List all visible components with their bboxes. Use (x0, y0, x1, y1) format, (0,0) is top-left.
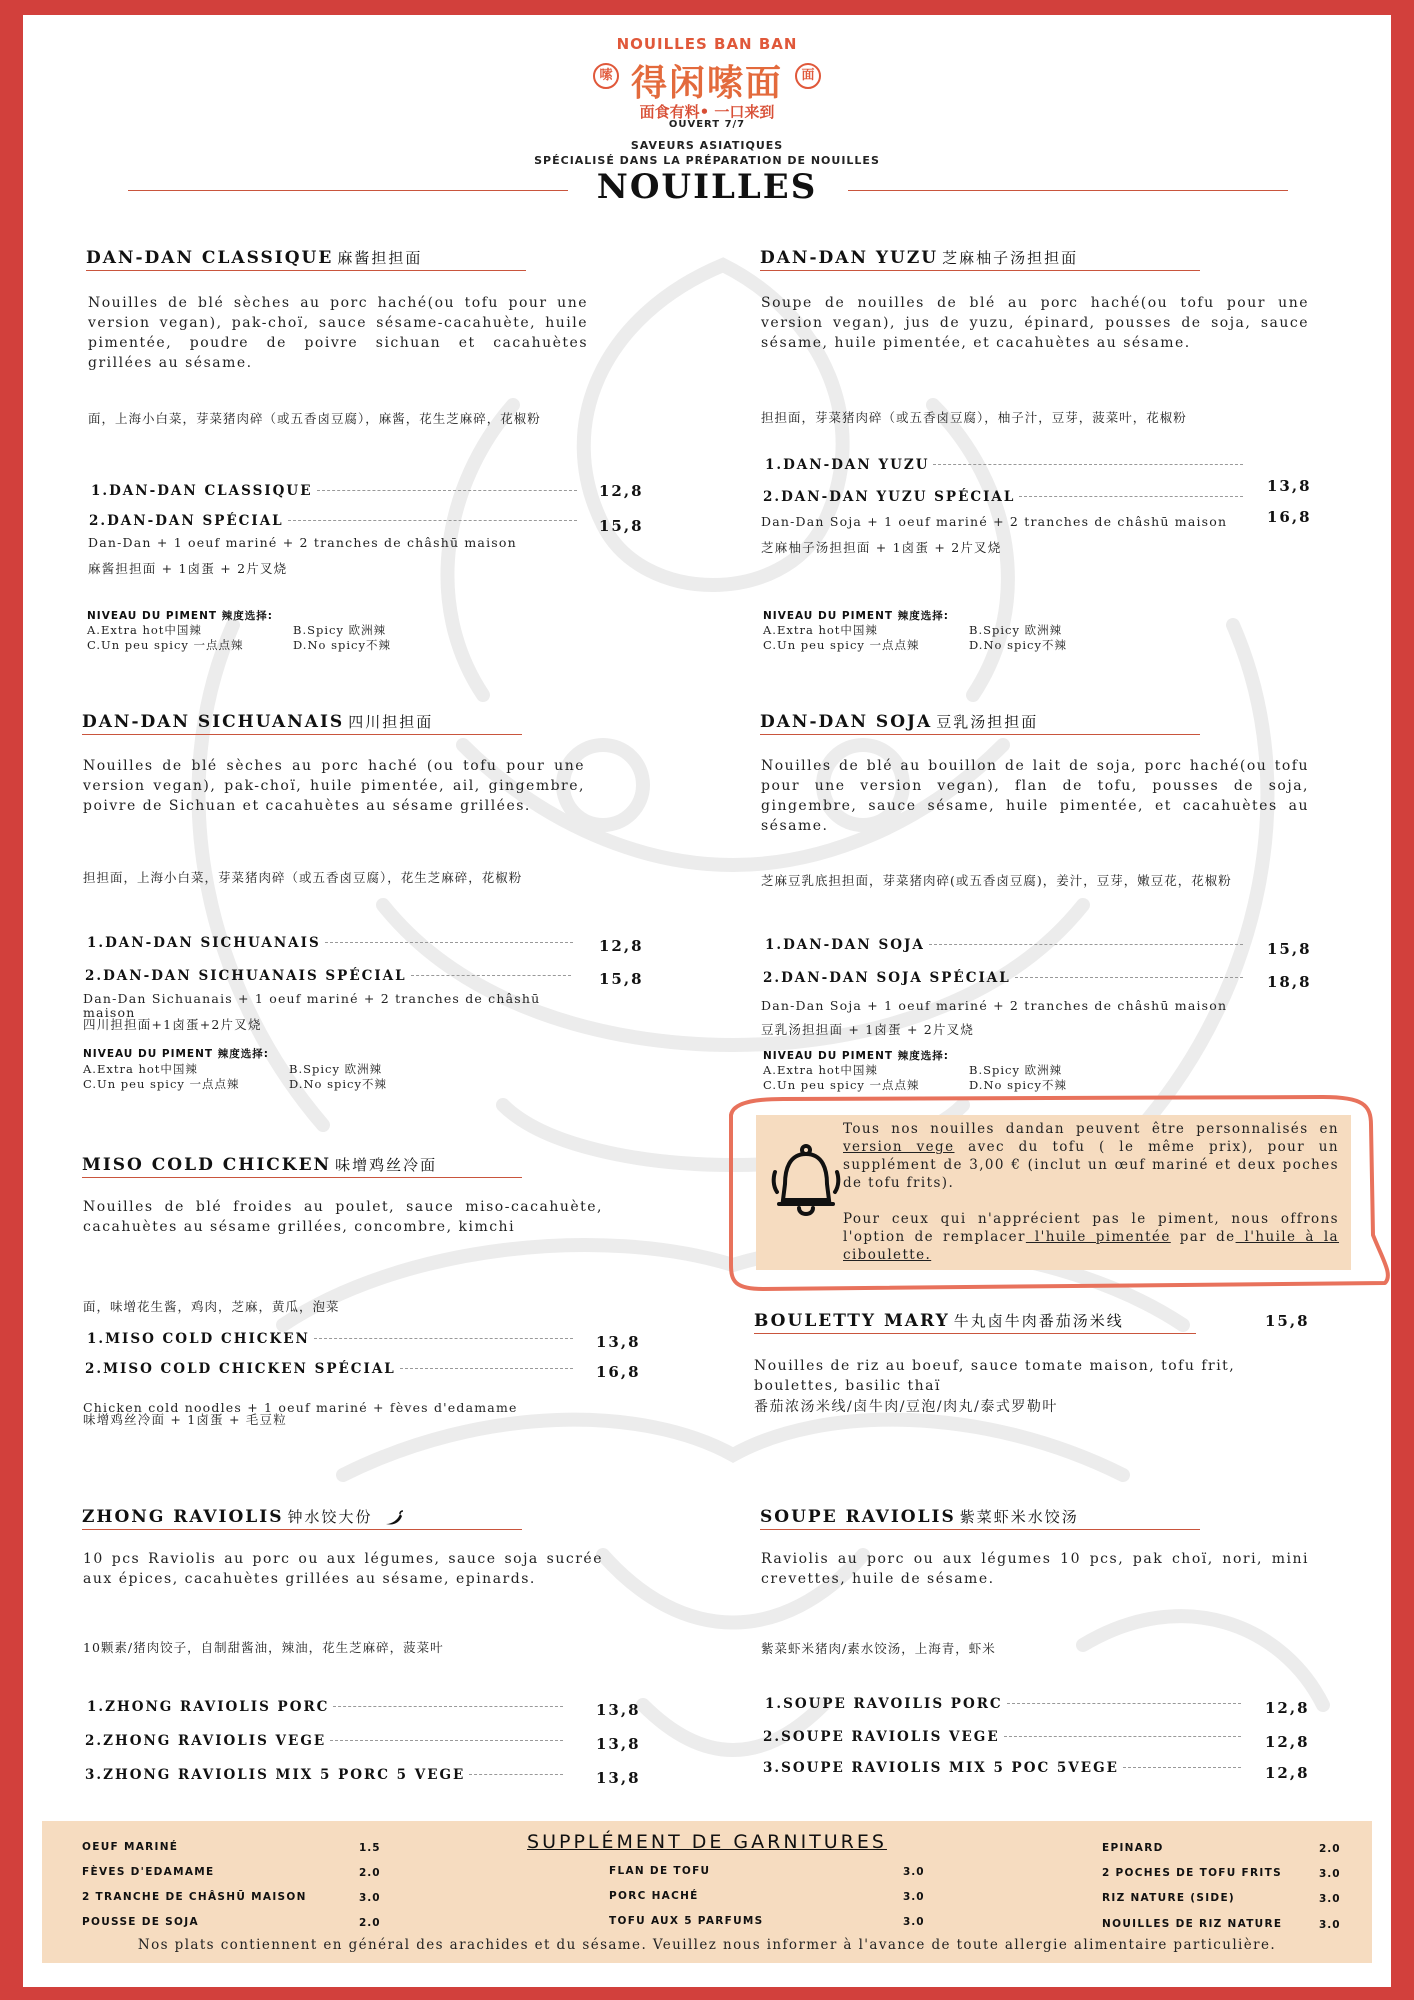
subtitle-speciality: SPÉCIALISÉ DANS LA PRÉPARATION DE NOUILLES (534, 154, 880, 167)
section-rule (82, 734, 522, 735)
menu-item-dandan-yuzu-special: 2.DAN-DAN YUZU SPÉCIAL (763, 489, 1247, 505)
item-note-cn: 麻酱担担面 + 1卤蛋 + 2片叉烧 (88, 561, 288, 576)
item-note-cn: 芝麻柚子汤担担面 + 1卤蛋 + 2片叉烧 (761, 540, 1002, 555)
supplement-price: 3.0 (903, 1866, 925, 1878)
section-rule (760, 734, 1200, 735)
spice-option-d: D.No spicy不辣 (293, 638, 391, 652)
item-note: Dan-Dan + 1 oeuf mariné + 2 tranches de châshū maison (88, 535, 517, 550)
menu-item-dandan-yuzu: 1.DAN-DAN YUZU (765, 457, 1247, 473)
dish-description: Nouilles de blé sèches au porc haché (ou tofu pour une version vegan), pak-choï, huile pimentée, ail, gingembre, poivre de Sichuan et cacahuètes au sésame grillées. (83, 758, 585, 814)
item-note-cn: 味增鸡丝冷面 + 1卤蛋 + 毛豆粒 (83, 1412, 287, 1427)
menu-item-dandan-special: 2.DAN-DAN SPÉCIAL (89, 513, 581, 529)
spice-option-c: C.Un peu spicy 一点点辣 (763, 638, 920, 652)
supplement-price: 3.0 (903, 1916, 925, 1928)
dish-description-cn: 面，上海小白菜，芽菜猪肉碎（或五香卤豆腐），麻酱，花生芝麻碎，花椒粉 (88, 411, 541, 426)
price: 13,8 (596, 1735, 641, 1753)
spice-option-d: D.No spicy不辣 (969, 1078, 1067, 1092)
supplement-name: FÈVES D'EDAMAME (82, 1866, 215, 1878)
section-title-dandan-classique: DAN-DAN CLASSIQUE 麻酱担担面 (86, 248, 423, 268)
spice-level-title: NIVEAU DU PIMENT 辣度选择: (83, 1048, 269, 1060)
spice-option-b: B.Spicy 欧洲辣 (969, 1063, 1063, 1077)
price: 12,8 (1265, 1699, 1310, 1717)
menu-item-miso-cold-chicken: 1.MISO COLD CHICKEN (87, 1331, 577, 1347)
price: 13,8 (596, 1769, 641, 1787)
supplement-price: 3.0 (359, 1892, 381, 1904)
price: 15,8 (599, 970, 644, 988)
spice-option-b: B.Spicy 欧洲辣 (293, 623, 387, 637)
spice-option-a: A.Extra hot中国辣 (83, 1062, 198, 1076)
supplement-name: POUSSE DE SOJA (82, 1916, 199, 1928)
section-title-soupe-raviolis: SOUPE RAVIOLIS 紫菜虾米水饺汤 (760, 1507, 1079, 1527)
menu-page (23, 15, 1391, 1987)
menu-item-dandan-classique: 1.DAN-DAN CLASSIQUE (91, 483, 581, 499)
dish-description-cn: 紫菜虾米猪肉/素水饺汤，上海青，虾米 (761, 1641, 996, 1656)
section-rule (82, 1177, 522, 1178)
dish-description: Nouilles de blé au bouillon de lait de soja, porc haché(ou tofu pour une version vegan), flan de tofu, pousses de soja, gingembre, sauce sésame, huile pimentée, et cacahuètes au sésame. (761, 758, 1309, 834)
supplement-price: 3.0 (1319, 1868, 1341, 1880)
brand-seal-right: 面 (795, 63, 821, 89)
spice-option-d: D.No spicy不辣 (289, 1077, 387, 1091)
section-rule (754, 1333, 1196, 1334)
section-title-dandan-soja: DAN-DAN SOJA 豆乳汤担担面 (760, 712, 1039, 732)
supplement-name: NOUILLES DE RIZ NATURE (1102, 1918, 1283, 1930)
dish-description-cn: 担担面，芽菜猪肉碎（或五香卤豆腐），柚子汁，豆芽，菠菜叶，花椒粉 (761, 410, 1187, 425)
section-rule (760, 1529, 1200, 1530)
subtitle-cuisine: SAVEURS ASIATIQUES (630, 139, 784, 152)
supplement-name: OEUF MARINÉ (82, 1841, 179, 1853)
dish-description: Nouilles de blé froides au poulet, sauce miso-cacahuète, cacahuètes au sésame grillées, concombre, kimchi (83, 1199, 603, 1235)
price: 12,8 (1265, 1764, 1310, 1782)
menu-item-zhong-raviolis-mix: 3.ZHONG RAVIOLIS MIX 5 PORC 5 VEGE (85, 1767, 567, 1783)
spice-option-c: C.Un peu spicy 一点点辣 (87, 638, 244, 652)
supplement-name: 2 TRANCHE DE CHÂSHŪ MAISON (82, 1891, 307, 1903)
supplements-title: SUPPLÉMENT DE GARNITURES (527, 1831, 887, 1853)
brand-latin: NOUILLES BAN BAN (616, 35, 798, 53)
menu-item-soupe-raviolis-mix: 3.SOUPE RAVIOLIS MIX 5 POC 5VEGE (763, 1760, 1245, 1776)
dish-description: Nouilles de blé sèches au porc haché(ou tofu pour une version vegan), pak-choï, sauce sésame-cacahuète, huile pimentée, poudre de poivre sichuan et cacahuètes grillées au sésame. (88, 295, 588, 371)
supplement-price: 3.0 (1319, 1893, 1341, 1905)
supplement-name: RIZ NATURE (SIDE) (1102, 1892, 1236, 1904)
price: 16,8 (1267, 508, 1312, 526)
section-title-miso-cold-chicken: MISO COLD CHICKEN 味增鸡丝冷面 (82, 1155, 438, 1175)
price: 12,8 (599, 937, 644, 955)
spice-option-d: D.No spicy不辣 (969, 638, 1067, 652)
brand-seal-left: 嗦 (593, 63, 619, 89)
supplement-name: FLAN DE TOFU (609, 1865, 711, 1877)
supplements-section (42, 1821, 1372, 1963)
supplement-price: 3.0 (903, 1891, 925, 1903)
item-note: Dan-Dan Soja + 1 oeuf mariné + 2 tranches de châshū maison (761, 998, 1228, 1013)
price: 12,8 (1265, 1733, 1310, 1751)
spice-option-a: A.Extra hot中国辣 (763, 623, 878, 637)
price: 13,8 (596, 1333, 641, 1351)
menu-item-zhong-raviolis-vege: 2.ZHONG RAVIOLIS VEGE (85, 1733, 567, 1749)
vege-option-link: version vege (843, 1139, 955, 1155)
price: 13,8 (596, 1701, 641, 1719)
section-rule (82, 1529, 522, 1530)
supplement-price: 2.0 (1319, 1843, 1341, 1855)
menu-item-dandan-sichuanais-special: 2.DAN-DAN SICHUANAIS SPÉCIAL (85, 968, 575, 984)
spice-level-title: NIVEAU DU PIMENT 辣度选择: (87, 610, 273, 622)
dish-description: Soupe de nouilles de blé au porc haché(ou tofu pour une version vegan), jus de yuzu, épinard, pousses de soja, sauce sésame, huile pimentée, et cacahuètes au sésame. (761, 295, 1309, 351)
dish-description-cn: 面，味增花生酱，鸡肉，芝麻，黄瓜，泡菜 (83, 1299, 340, 1314)
menu-item-miso-cold-chicken-special: 2.MISO COLD CHICKEN SPÉCIAL (85, 1361, 577, 1377)
price: 15,8 (599, 517, 644, 535)
spice-option-a: A.Extra hot中国辣 (87, 623, 202, 637)
bell-icon (771, 1142, 841, 1222)
supplement-price: 3.0 (1319, 1919, 1341, 1931)
brand-chinese-logo: 得闲嗦面 (630, 63, 783, 104)
dish-description: 10 pcs Raviolis au porc ou aux légumes, sauce soja sucrée aux épices, cacahuètes grillées au sésame, epinards. (83, 1551, 603, 1587)
spice-option-c: C.Un peu spicy 一点点辣 (83, 1077, 240, 1091)
supplement-name: PORC HACHÉ (609, 1890, 699, 1902)
brand-slogan: 面食有料• 一口来到 (639, 103, 775, 121)
section-title-dandan-yuzu: DAN-DAN YUZU 芝麻柚子汤担担面 (760, 248, 1079, 268)
spice-option-b: B.Spicy 欧洲辣 (969, 623, 1063, 637)
price: 15,8 (1267, 940, 1312, 958)
price: 15,8 (1265, 1312, 1310, 1330)
menu-item-soupe-raviolis-porc: 1.SOUPE RAVOILIS PORC (765, 1696, 1245, 1712)
supplement-price: 2.0 (359, 1917, 381, 1929)
page-title: NOUILLES (596, 167, 818, 207)
chive-oil-link: l'huile à la ciboulette. (843, 1229, 1340, 1263)
supplement-name: TOFU AUX 5 PARFUMS (609, 1915, 764, 1927)
menu-item-dandan-soja-special: 2.DAN-DAN SOJA SPÉCIAL (763, 970, 1247, 986)
spice-level-title: NIVEAU DU PIMENT 辣度选择: (763, 610, 949, 622)
section-title-bouletty-mary: BOULETTY MARY 牛丸卤牛肉番茄汤米线 (754, 1311, 1124, 1331)
supplement-price: 1.5 (359, 1842, 381, 1854)
section-rule (760, 270, 1200, 271)
section-title-zhong-raviolis: ZHONG RAVIOLIS 钟水饺大份 (82, 1506, 404, 1527)
opening-days: OUVERT 7/7 (668, 119, 746, 130)
vege-option-text: Tous nos nouilles dandan peuvent être personnalisés en version vege avec du tofu ( le même prix), pour un supplément de 3,00 € (inclut un œuf mariné et deux poches de tofu frits). (843, 1121, 1339, 1191)
item-note-cn: 豆乳汤担担面 + 1卤蛋 + 2片叉烧 (761, 1022, 975, 1037)
item-note: Chicken cold noodles + 1 oeuf mariné + fèves d'edamame (83, 1400, 518, 1415)
chili-icon (384, 1510, 404, 1526)
dish-description-cn: 芝麻豆乳底担担面，芽菜猪肉碎(或五香卤豆腐)，姜汁，豆芽，嫩豆花，花椒粉 (761, 873, 1232, 888)
chili-oil-link: l'huile pimentée (1025, 1229, 1171, 1245)
spice-option-a: A.Extra hot中国辣 (763, 1063, 878, 1077)
dish-description: Nouilles de riz au boeuf, sauce tomate maison, tofu frit, boulettes, basilic thaï (754, 1358, 1236, 1394)
section-rule (86, 270, 526, 271)
spice-option-c: C.Un peu spicy 一点点辣 (763, 1078, 920, 1092)
dish-description-cn: 番茄浓汤米线/卤牛肉/豆泡/肉丸/泰式罗勒叶 (754, 1399, 1058, 1415)
dish-description-cn: 担担面，上海小白菜，芽菜猪肉碎（或五香卤豆腐），花生芝麻碎，花椒粉 (83, 870, 523, 885)
menu-item-dandan-soja: 1.DAN-DAN SOJA (765, 937, 1247, 953)
item-note-cn: 四川担担面+1卤蛋+2片叉烧 (83, 1017, 262, 1032)
spice-option-b: B.Spicy 欧洲辣 (289, 1062, 383, 1076)
title-rule-right (848, 190, 1288, 191)
dish-description: Raviolis au porc ou aux légumes 10 pcs, pak choï, nori, mini crevettes, huile de sésame. (761, 1551, 1309, 1587)
supplement-name: 2 POCHES DE TOFU FRITS (1102, 1867, 1282, 1879)
spice-level-title: NIVEAU DU PIMENT 辣度选择: (763, 1050, 949, 1062)
price: 13,8 (1267, 477, 1312, 495)
price: 16,8 (596, 1363, 641, 1381)
menu-item-zhong-raviolis-porc: 1.ZHONG RAVIOLIS PORC (87, 1699, 567, 1715)
item-note: Dan-Dan Soja + 1 oeuf mariné + 2 tranches de châshū maison (761, 514, 1228, 529)
section-title-dandan-sichuanais: DAN-DAN SICHUANAIS 四川担担面 (82, 712, 434, 732)
supplement-price: 2.0 (359, 1867, 381, 1879)
price: 18,8 (1267, 973, 1312, 991)
supplement-name: EPINARD (1102, 1842, 1164, 1854)
dish-description-cn: 10颗素/猪肉饺子，自制甜酱油，辣油，花生芝麻碎，菠菜叶 (83, 1640, 444, 1655)
menu-item-soupe-raviolis-vege: 2.SOUPE RAVIOLIS VEGE (763, 1729, 1245, 1745)
item-note: Dan-Dan Sichuanais + 1 oeuf mariné + 2 tranches de châshū maison (83, 991, 541, 1020)
price: 12,8 (599, 482, 644, 500)
menu-item-dandan-sichuanais: 1.DAN-DAN SICHUANAIS (87, 935, 577, 951)
allergy-notice: Nos plats contiennent en général des arachides et du sésame. Veuillez nous informer à l'avance de toute allergie alimentaire particulière. (137, 1937, 1277, 1953)
no-spicy-option-text: Pour ceux qui n'apprécient pas le piment, nous offrons l'option de remplacer l'huile pimentée par de l'huile à la ciboulette. (843, 1211, 1340, 1263)
